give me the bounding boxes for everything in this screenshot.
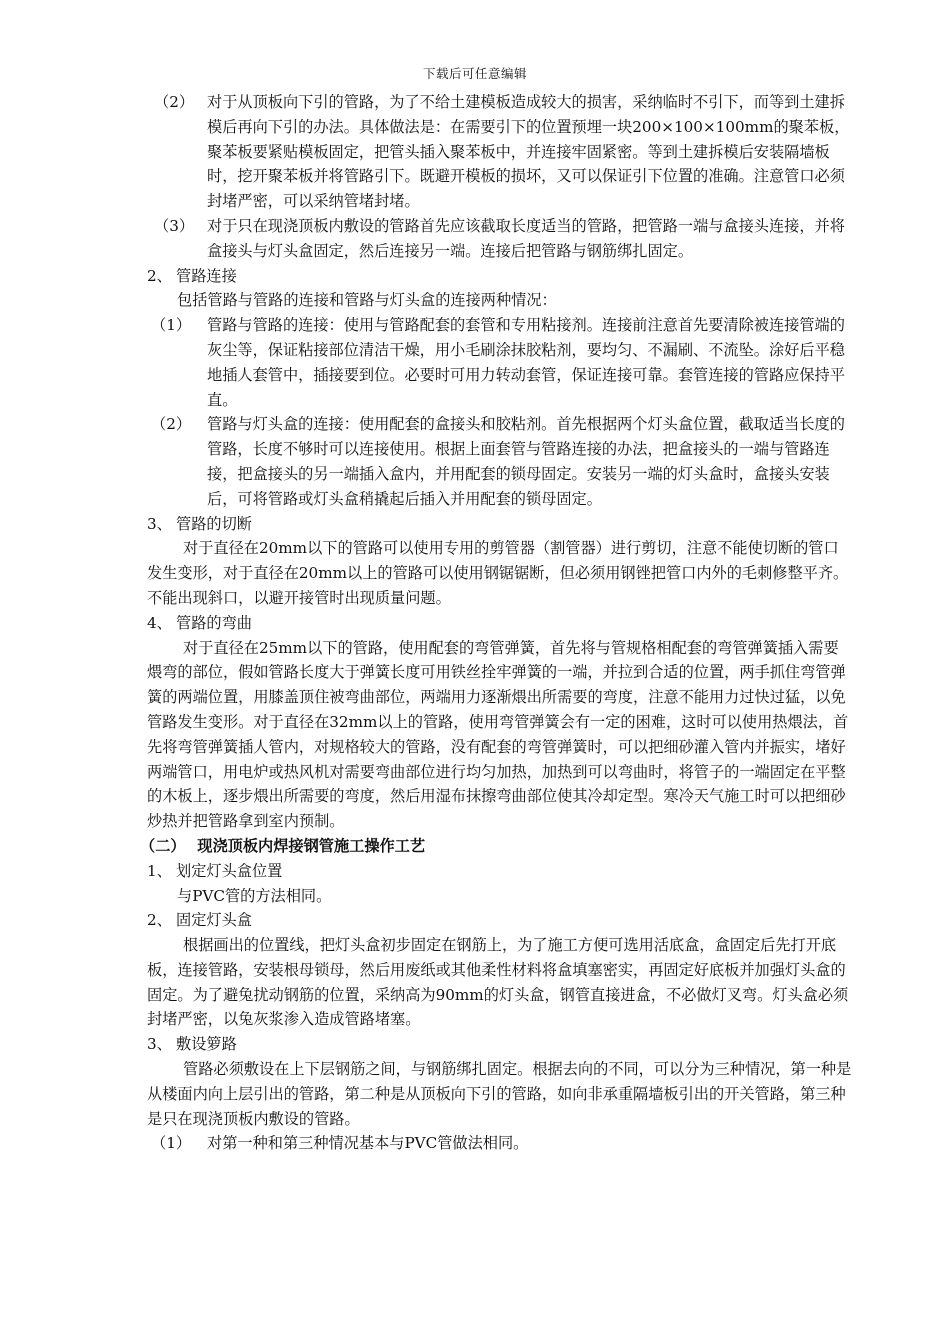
paragraph: 管路必须敷设在上下层钢筋之间，与钢筋绑扎固定。根据去向的不同，可以分为三种情况，第一种是从楼面内向上层引出的管路，第二种是从顶板向下引的管路，如向非承重隔墙板引出的开关管路，第三种是只在现浇顶板内敷设的管路。 — [147, 1060, 852, 1128]
item-number: （3） — [154, 216, 195, 235]
item-number: （1） — [151, 1134, 192, 1153]
item-text: 管路与管路的连接：使用与管路配套的套管和专用粘接剂。连接前注意首先要清除被连接管端的灰尘等，保证粘接部位清洁干燥，用小毛刷涂抹胶粘剂，要均匀、不漏刷、不流坠。涂好后平稳地插人套管中，插接要到位。必要时可用力转动套管，保证连接可靠。套管连接的管路应保持平直。 — [207, 316, 845, 409]
paragraph: 包括管路与管路的连接和管路与灯头盒的连接两种情况： — [177, 291, 557, 310]
section-title-text: 划定灯头盒位置 — [176, 861, 283, 880]
paragraph: 对于直径在20mm以下的管路可以使用专用的剪管器（割管器）进行剪切，注意不能使切断的管口发生变形，对于直径在20mm以上的管路可以使用钢锯锯断，但必须用钢锉把管口内外的毛刺修整平齐。不能出现斜口，以避开接管时出现质量问题。 — [147, 539, 849, 607]
section-number: 3、 — [147, 514, 172, 533]
list-item — [0, 214, 950, 264]
section-title-text: 管路连接 — [176, 266, 237, 285]
section-title — [0, 859, 950, 884]
item-text: 对第一种和第三种情况基本与PVC管做法相同。 — [207, 1134, 529, 1153]
item-text: 管路与灯头盒的连接：使用配套的盒接头和胶粘剂。首先根据两个灯头盒位置，截取适当长度的管路，长度不够时可以连接使用。根据上面套管与管路连接的办法，把盒接头的一端与管路连接，把盒接头的另一端插入盒内，并用配套的锁母固定。安装另一端的灯头盒时，盒接头安装后，可将管路或灯头盒稍撬起后插入并用配套的锁母固定。 — [207, 415, 845, 508]
section-number: 3、 — [147, 1035, 172, 1054]
list-item — [0, 313, 950, 412]
paragraph: 对于直径在25mm以下的管路，使用配套的弯管弹簧，首先将与管规格相配套的弯管弹簧插入需要煨弯的部位，假如管路长度大于弹簧长度可用铁丝拴牢弹簧的一端，并拉到合适的位置，两手抓住弯管弹簧的两端位置，用膝盖顶住被弯曲部位，两端用力逐渐煨出所需要的弯度，注意不能用力过快过猛，以免管路发生变形。对于直径在32mm以上的管路，使用弯管弹簧会有一定的困难，这时可以使用热煨法，首先将弯管弹簧插人管内，对规格较大的管路，没有配套的弯管弹簧时，可以把细砂灌入管内并振实，堵好两端管口，用电炉或热风机对需要弯曲部位进行均匀加热，加热到可以弯曲时，将管子的一端固定在平整的木板上，逐步煨出所需要的弯度，然后用湿布抹擦弯曲部位使其冷却定型。寒冷天气施工时可以把细砂炒热并把管路拿到室内预制。 — [147, 638, 849, 831]
section-number: 4、 — [147, 613, 172, 632]
section-title — [0, 264, 950, 289]
item-number: （2） — [154, 93, 195, 111]
section-number: 1、 — [147, 861, 172, 880]
section-title-text: 敷设箩路 — [176, 1035, 237, 1054]
section-title-text: 管路的弯曲 — [176, 613, 252, 632]
section-title-text: 固定灯头盒 — [176, 911, 252, 930]
item-text: 对于从顶板向下引的管路，为了不给土建模板造成较大的损害，采纳临时不引下，而等到土建拆模后再向下引的办法。具体做法是：在需要引下的位置预埋一块200×100×100mm的聚苯板，聚苯板要紧贴模板固定，把管头插入聚苯板中，并连接牢固紧密。等到土建拆模后安装隔墙板时，挖开聚苯板并将管路引下。既避开模板的损坏，又可以保证引下位置的准确。注意管口必须封堵严密，可以采纳管堵封堵。 — [207, 93, 850, 211]
section-title — [0, 1032, 950, 1057]
section-title — [0, 512, 950, 537]
chapter-number: （二） — [140, 836, 186, 855]
section-number: 2、 — [147, 911, 172, 930]
list-item — [0, 412, 950, 511]
section-title — [0, 611, 950, 636]
paragraph: 根据画出的位置线，把灯头盒初步固定在钢筋上，为了施工方便可选用活底盒，盒固定后先打开底板，连接管路，安装根母锁母，然后用废纸或其他柔性材料将盒填塞密实，再固定好底板并加强灯头盒的固定。为了避兔扰动钢筋的位置，采纳高为90mm的灯头盒，钢管直接进盒，不必做灯叉弯。灯头盒必须封堵严密，以兔灰浆渗入造成管路堵塞。 — [147, 936, 849, 1029]
chapter-heading — [0, 834, 950, 859]
section-title — [0, 908, 950, 933]
paragraph: 与PVC管的方法相同。 — [177, 886, 332, 905]
item-text: 对于只在现浇顶板内敷设的管路首先应该截取长度适当的管路，把管路一端与盒接头连接，并将盒接头与灯头盒固定，然后连接另一端。连接后把管路与钢筋绑扎固定。 — [207, 216, 845, 260]
document-body — [0, 90, 950, 1156]
page-header-note: 下载后可任意编辑 — [422, 66, 527, 81]
list-item — [0, 90, 950, 214]
list-item — [0, 1131, 950, 1156]
section-title-text: 管路的切断 — [176, 514, 252, 533]
item-number: （1） — [151, 316, 192, 335]
section-number: 2、 — [147, 266, 172, 285]
item-number: （2） — [151, 415, 192, 434]
chapter-heading-text: 现浇顶板内焊接钢管施工操作工艺 — [197, 836, 426, 855]
